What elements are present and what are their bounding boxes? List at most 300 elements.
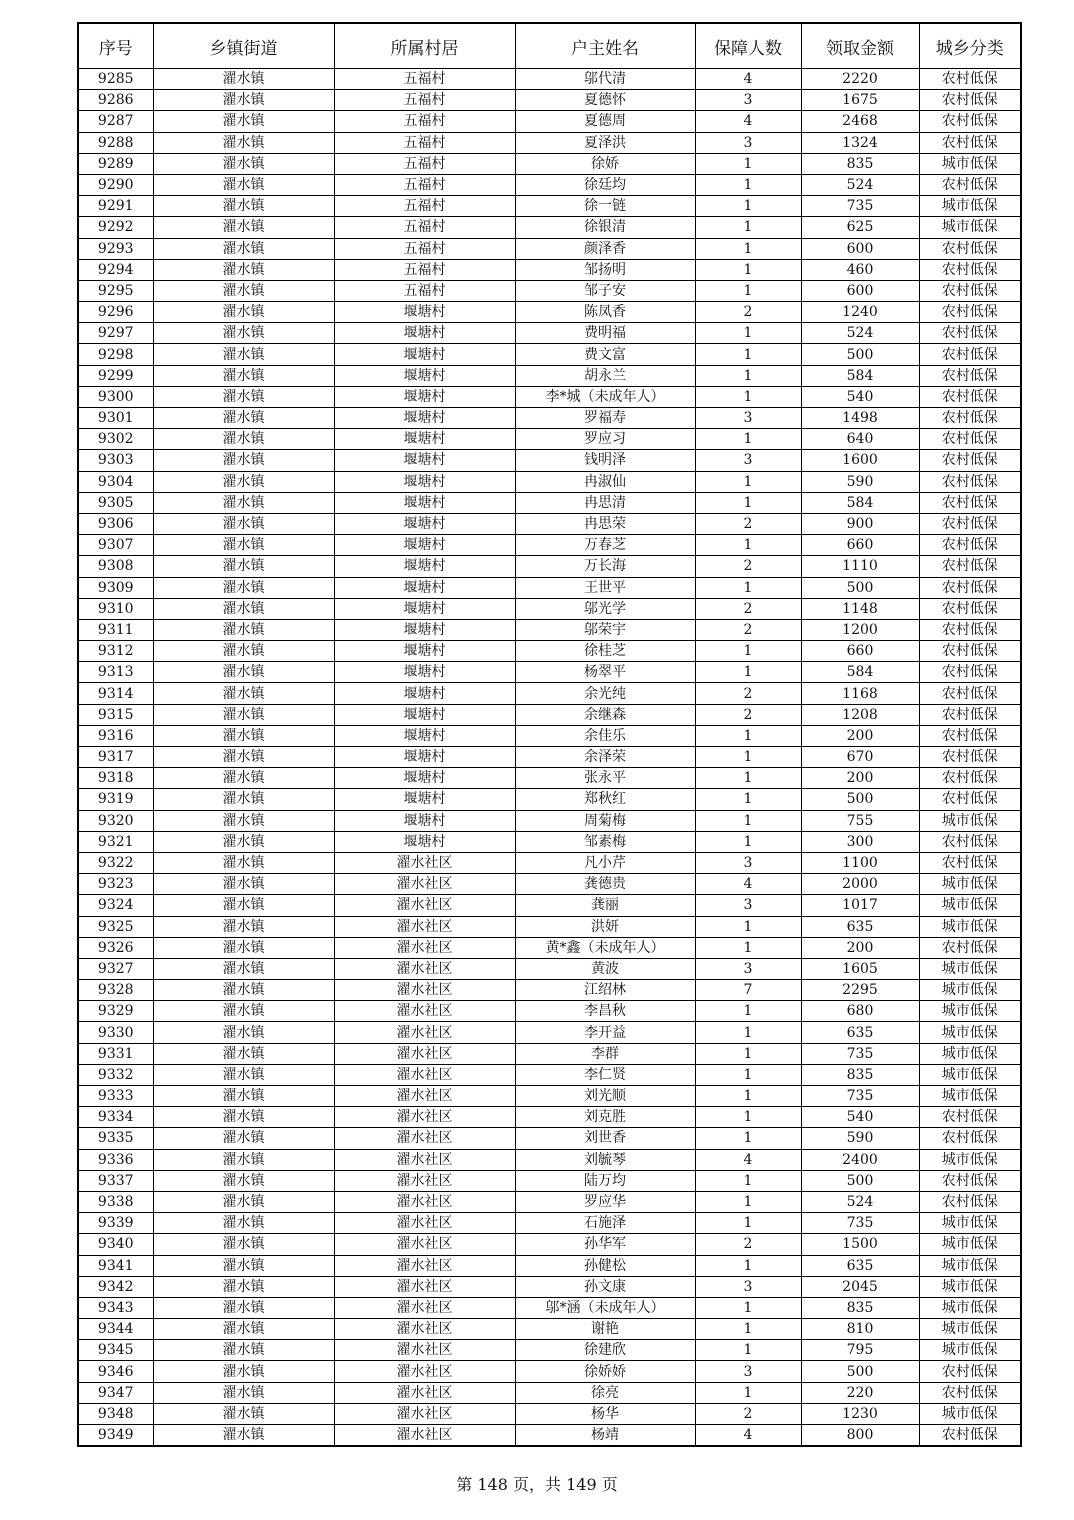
cell-householder-name: 凡小芹	[515, 852, 695, 873]
cell-village: 五福村	[334, 111, 515, 132]
cell-category: 城市低保	[919, 1403, 1021, 1424]
cell-covered-persons: 3	[695, 1276, 801, 1297]
cell-covered-persons: 2	[695, 513, 801, 534]
cell-householder-name: 杨华	[515, 1403, 695, 1424]
table-row	[78, 408, 1021, 429]
cell-village: 五福村	[334, 90, 515, 111]
cell-township: 濯水镇	[153, 429, 334, 450]
table-row	[78, 768, 1021, 789]
cell-category: 农村低保	[919, 90, 1021, 111]
table-row	[78, 153, 1021, 174]
cell-covered-persons: 2	[695, 556, 801, 577]
cell-category: 农村低保	[919, 852, 1021, 873]
cell-township: 濯水镇	[153, 1403, 334, 1424]
cell-householder-name: 邹素梅	[515, 831, 695, 852]
cell-township: 濯水镇	[153, 111, 334, 132]
cell-serial-number: 9315	[78, 704, 153, 725]
table-row	[78, 69, 1021, 90]
cell-covered-persons: 1	[695, 768, 801, 789]
table-row	[78, 1213, 1021, 1234]
cell-covered-persons: 1	[695, 323, 801, 344]
cell-serial-number: 9346	[78, 1361, 153, 1382]
cell-covered-persons: 1	[695, 662, 801, 683]
cell-amount: 660	[801, 535, 919, 556]
cell-township: 濯水镇	[153, 238, 334, 259]
cell-category: 城市低保	[919, 1213, 1021, 1234]
cell-covered-persons: 1	[695, 1086, 801, 1107]
table-row	[78, 747, 1021, 768]
cell-amount: 1208	[801, 704, 919, 725]
cell-householder-name: 杨翠平	[515, 662, 695, 683]
cell-township: 濯水镇	[153, 450, 334, 471]
cell-householder-name: 刘毓琴	[515, 1149, 695, 1170]
cell-serial-number: 9294	[78, 259, 153, 280]
cell-village: 濯水社区	[334, 1086, 515, 1107]
cell-category: 农村低保	[919, 619, 1021, 640]
cell-householder-name: 费明福	[515, 323, 695, 344]
table-row	[78, 810, 1021, 831]
cell-village: 濯水社区	[334, 1107, 515, 1128]
cell-village: 五福村	[334, 280, 515, 301]
cell-householder-name: 李*城（未成年人）	[515, 386, 695, 407]
cell-covered-persons: 2	[695, 598, 801, 619]
table-row	[78, 1361, 1021, 1382]
cell-covered-persons: 3	[695, 450, 801, 471]
cell-village: 堰塘村	[334, 831, 515, 852]
cell-village: 濯水社区	[334, 1297, 515, 1318]
cell-township: 濯水镇	[153, 174, 334, 195]
cell-householder-name: 李开益	[515, 1022, 695, 1043]
cell-village: 堰塘村	[334, 429, 515, 450]
cell-householder-name: 余佳乐	[515, 725, 695, 746]
table-row	[78, 344, 1021, 365]
cell-amount: 735	[801, 1213, 919, 1234]
cell-village: 堰塘村	[334, 662, 515, 683]
cell-village: 濯水社区	[334, 1064, 515, 1085]
cell-serial-number: 9340	[78, 1234, 153, 1255]
cell-serial-number: 9318	[78, 768, 153, 789]
cell-serial-number: 9285	[78, 69, 153, 90]
cell-village: 五福村	[334, 196, 515, 217]
cell-category: 农村低保	[919, 1170, 1021, 1191]
table-row	[78, 386, 1021, 407]
cell-category: 城市低保	[919, 1149, 1021, 1170]
cell-township: 濯水镇	[153, 852, 334, 873]
table-row	[78, 556, 1021, 577]
cell-covered-persons: 3	[695, 958, 801, 979]
cell-township: 濯水镇	[153, 641, 334, 662]
cell-serial-number: 9298	[78, 344, 153, 365]
cell-householder-name: 罗应习	[515, 429, 695, 450]
cell-serial-number: 9334	[78, 1107, 153, 1128]
cell-village: 五福村	[334, 153, 515, 174]
cell-householder-name: 余继森	[515, 704, 695, 725]
cell-amount: 300	[801, 831, 919, 852]
cell-village: 堰塘村	[334, 492, 515, 513]
cell-village: 堰塘村	[334, 386, 515, 407]
table-row	[78, 874, 1021, 895]
cell-category: 农村低保	[919, 69, 1021, 90]
cell-serial-number: 9321	[78, 831, 153, 852]
cell-category: 农村低保	[919, 1382, 1021, 1403]
cell-category: 农村低保	[919, 450, 1021, 471]
cell-township: 濯水镇	[153, 1382, 334, 1403]
table-row	[78, 725, 1021, 746]
cell-covered-persons: 7	[695, 980, 801, 1001]
cell-category: 农村低保	[919, 429, 1021, 450]
cell-householder-name: 江绍林	[515, 980, 695, 1001]
cell-category: 农村低保	[919, 725, 1021, 746]
table-row	[78, 1170, 1021, 1191]
cell-amount: 660	[801, 641, 919, 662]
cell-serial-number: 9344	[78, 1319, 153, 1340]
cell-township: 濯水镇	[153, 598, 334, 619]
cell-township: 濯水镇	[153, 577, 334, 598]
table-row	[78, 132, 1021, 153]
cell-village: 濯水社区	[334, 1276, 515, 1297]
cell-township: 濯水镇	[153, 344, 334, 365]
cell-householder-name: 周菊梅	[515, 810, 695, 831]
cell-householder-name: 冉思荣	[515, 513, 695, 534]
cell-householder-name: 夏泽洪	[515, 132, 695, 153]
cell-township: 濯水镇	[153, 619, 334, 640]
cell-category: 农村低保	[919, 386, 1021, 407]
cell-category: 农村低保	[919, 556, 1021, 577]
cell-householder-name: 夏德周	[515, 111, 695, 132]
cell-serial-number: 9320	[78, 810, 153, 831]
cell-amount: 584	[801, 492, 919, 513]
cell-category: 农村低保	[919, 302, 1021, 323]
cell-householder-name: 冉思清	[515, 492, 695, 513]
cell-amount: 1324	[801, 132, 919, 153]
cell-serial-number: 9293	[78, 238, 153, 259]
cell-amount: 1240	[801, 302, 919, 323]
cell-covered-persons: 1	[695, 196, 801, 217]
cell-amount: 2045	[801, 1276, 919, 1297]
cell-householder-name: 龚德贵	[515, 874, 695, 895]
table-row	[78, 90, 1021, 111]
cell-township: 濯水镇	[153, 937, 334, 958]
cell-amount: 1017	[801, 895, 919, 916]
table-row	[78, 916, 1021, 937]
cell-householder-name: 邬荣宇	[515, 619, 695, 640]
cell-category: 农村低保	[919, 535, 1021, 556]
cell-householder-name: 邹扬明	[515, 259, 695, 280]
cell-village: 堰塘村	[334, 641, 515, 662]
cell-covered-persons: 2	[695, 1403, 801, 1424]
cell-covered-persons: 3	[695, 90, 801, 111]
cell-township: 濯水镇	[153, 1043, 334, 1064]
table-row	[78, 789, 1021, 810]
cell-township: 濯水镇	[153, 259, 334, 280]
cell-serial-number: 9302	[78, 429, 153, 450]
cell-householder-name: 龚丽	[515, 895, 695, 916]
table-row	[78, 196, 1021, 217]
cell-township: 濯水镇	[153, 1425, 334, 1447]
cell-village: 五福村	[334, 69, 515, 90]
cell-householder-name: 徐廷均	[515, 174, 695, 195]
table-row	[78, 1107, 1021, 1128]
cell-householder-name: 徐亮	[515, 1382, 695, 1403]
cell-householder-name: 胡永兰	[515, 365, 695, 386]
cell-township: 濯水镇	[153, 704, 334, 725]
cell-householder-name: 刘世香	[515, 1128, 695, 1149]
table-row	[78, 174, 1021, 195]
cell-serial-number: 9305	[78, 492, 153, 513]
cell-township: 濯水镇	[153, 895, 334, 916]
cell-village: 濯水社区	[334, 1170, 515, 1191]
table-row	[78, 365, 1021, 386]
cell-serial-number: 9309	[78, 577, 153, 598]
cell-category: 农村低保	[919, 174, 1021, 195]
cell-category: 农村低保	[919, 768, 1021, 789]
cell-amount: 500	[801, 789, 919, 810]
cell-category: 农村低保	[919, 831, 1021, 852]
cell-category: 农村低保	[919, 365, 1021, 386]
cell-covered-persons: 1	[695, 174, 801, 195]
cell-category: 农村低保	[919, 1361, 1021, 1382]
header-village: 所属村居	[334, 23, 515, 69]
cell-householder-name: 万长海	[515, 556, 695, 577]
cell-covered-persons: 1	[695, 429, 801, 450]
cell-township: 濯水镇	[153, 1191, 334, 1212]
cell-village: 濯水社区	[334, 1361, 515, 1382]
cell-category: 城市低保	[919, 1276, 1021, 1297]
cell-covered-persons: 1	[695, 217, 801, 238]
cell-amount: 2000	[801, 874, 919, 895]
cell-township: 濯水镇	[153, 789, 334, 810]
cell-covered-persons: 1	[695, 344, 801, 365]
cell-category: 城市低保	[919, 958, 1021, 979]
cell-serial-number: 9338	[78, 1191, 153, 1212]
cell-category: 农村低保	[919, 111, 1021, 132]
table-row	[78, 1064, 1021, 1085]
cell-amount: 500	[801, 344, 919, 365]
cell-village: 濯水社区	[334, 1319, 515, 1340]
cell-serial-number: 9314	[78, 683, 153, 704]
cell-category: 城市低保	[919, 1234, 1021, 1255]
cell-township: 濯水镇	[153, 471, 334, 492]
cell-village: 堰塘村	[334, 789, 515, 810]
cell-township: 濯水镇	[153, 408, 334, 429]
cell-amount: 810	[801, 1319, 919, 1340]
cell-village: 五福村	[334, 217, 515, 238]
cell-category: 农村低保	[919, 577, 1021, 598]
cell-serial-number: 9347	[78, 1382, 153, 1403]
cell-householder-name: 李昌秋	[515, 1001, 695, 1022]
cell-householder-name: 孙文康	[515, 1276, 695, 1297]
cell-householder-name: 万春芝	[515, 535, 695, 556]
cell-township: 濯水镇	[153, 386, 334, 407]
cell-covered-persons: 4	[695, 1149, 801, 1170]
cell-village: 濯水社区	[334, 1213, 515, 1234]
cell-serial-number: 9292	[78, 217, 153, 238]
cell-village: 堰塘村	[334, 598, 515, 619]
cell-village: 堰塘村	[334, 365, 515, 386]
cell-township: 濯水镇	[153, 365, 334, 386]
table-row	[78, 1255, 1021, 1276]
cell-householder-name: 郑秋红	[515, 789, 695, 810]
cell-serial-number: 9339	[78, 1213, 153, 1234]
cell-village: 堰塘村	[334, 556, 515, 577]
cell-township: 濯水镇	[153, 1022, 334, 1043]
cell-category: 农村低保	[919, 132, 1021, 153]
table-row	[78, 598, 1021, 619]
cell-village: 濯水社区	[334, 958, 515, 979]
cell-village: 濯水社区	[334, 852, 515, 873]
cell-category: 城市低保	[919, 1043, 1021, 1064]
cell-township: 濯水镇	[153, 132, 334, 153]
cell-amount: 835	[801, 1064, 919, 1085]
cell-serial-number: 9326	[78, 937, 153, 958]
cell-township: 濯水镇	[153, 1086, 334, 1107]
cell-amount: 200	[801, 768, 919, 789]
table-row	[78, 450, 1021, 471]
cell-amount: 1168	[801, 683, 919, 704]
cell-covered-persons: 1	[695, 810, 801, 831]
cell-householder-name: 李群	[515, 1043, 695, 1064]
cell-amount: 1675	[801, 90, 919, 111]
cell-village: 濯水社区	[334, 1191, 515, 1212]
cell-amount: 835	[801, 153, 919, 174]
cell-serial-number: 9316	[78, 725, 153, 746]
table-row	[78, 1425, 1021, 1447]
cell-category: 城市低保	[919, 1340, 1021, 1361]
cell-township: 濯水镇	[153, 280, 334, 301]
cell-village: 堰塘村	[334, 768, 515, 789]
table-row	[78, 937, 1021, 958]
cell-covered-persons: 1	[695, 747, 801, 768]
cell-amount: 835	[801, 1297, 919, 1318]
cell-householder-name: 徐娇	[515, 153, 695, 174]
table-row	[78, 895, 1021, 916]
table-row	[78, 980, 1021, 1001]
cell-serial-number: 9335	[78, 1128, 153, 1149]
cell-householder-name: 邹子安	[515, 280, 695, 301]
cell-amount: 900	[801, 513, 919, 534]
cell-township: 濯水镇	[153, 556, 334, 577]
cell-village: 堰塘村	[334, 513, 515, 534]
cell-covered-persons: 3	[695, 408, 801, 429]
cell-serial-number: 9322	[78, 852, 153, 873]
cell-amount: 795	[801, 1340, 919, 1361]
cell-village: 濯水社区	[334, 874, 515, 895]
cell-serial-number: 9286	[78, 90, 153, 111]
cell-township: 濯水镇	[153, 302, 334, 323]
cell-category: 城市低保	[919, 874, 1021, 895]
cell-category: 农村低保	[919, 471, 1021, 492]
cell-covered-persons: 1	[695, 577, 801, 598]
cell-householder-name: 黄*鑫（未成年人）	[515, 937, 695, 958]
cell-amount: 635	[801, 916, 919, 937]
cell-serial-number: 9311	[78, 619, 153, 640]
cell-covered-persons: 1	[695, 535, 801, 556]
cell-village: 堰塘村	[334, 619, 515, 640]
cell-serial-number: 9348	[78, 1403, 153, 1424]
cell-category: 农村低保	[919, 280, 1021, 301]
cell-covered-persons: 4	[695, 111, 801, 132]
cell-householder-name: 余泽荣	[515, 747, 695, 768]
cell-category: 城市低保	[919, 980, 1021, 1001]
relief-recipient-table	[77, 22, 1022, 1447]
cell-category: 城市低保	[919, 1022, 1021, 1043]
cell-village: 堰塘村	[334, 683, 515, 704]
cell-amount: 584	[801, 662, 919, 683]
cell-householder-name: 徐娇娇	[515, 1361, 695, 1382]
header-urban-rural-category: 城乡分类	[919, 23, 1021, 69]
cell-township: 濯水镇	[153, 1319, 334, 1340]
cell-township: 濯水镇	[153, 513, 334, 534]
table-row	[78, 1234, 1021, 1255]
header-covered-persons: 保障人数	[695, 23, 801, 69]
cell-village: 堰塘村	[334, 408, 515, 429]
cell-township: 濯水镇	[153, 1107, 334, 1128]
cell-serial-number: 9336	[78, 1149, 153, 1170]
table-body	[78, 69, 1021, 1447]
cell-householder-name: 余光纯	[515, 683, 695, 704]
cell-village: 五福村	[334, 132, 515, 153]
cell-amount: 2400	[801, 1149, 919, 1170]
cell-serial-number: 9299	[78, 365, 153, 386]
cell-householder-name: 徐银清	[515, 217, 695, 238]
table-row	[78, 259, 1021, 280]
table-row	[78, 958, 1021, 979]
cell-township: 濯水镇	[153, 1128, 334, 1149]
cell-township: 濯水镇	[153, 323, 334, 344]
cell-covered-persons: 2	[695, 1234, 801, 1255]
cell-covered-persons: 1	[695, 471, 801, 492]
cell-householder-name: 费文富	[515, 344, 695, 365]
cell-category: 农村低保	[919, 598, 1021, 619]
table-row	[78, 619, 1021, 640]
cell-householder-name: 王世平	[515, 577, 695, 598]
cell-category: 农村低保	[919, 259, 1021, 280]
cell-serial-number: 9313	[78, 662, 153, 683]
cell-serial-number: 9333	[78, 1086, 153, 1107]
header-householder-name: 户主姓名	[515, 23, 695, 69]
cell-amount: 1600	[801, 450, 919, 471]
cell-householder-name: 罗应华	[515, 1191, 695, 1212]
cell-category: 农村低保	[919, 937, 1021, 958]
cell-covered-persons: 4	[695, 874, 801, 895]
cell-category: 农村低保	[919, 492, 1021, 513]
cell-householder-name: 刘光顺	[515, 1086, 695, 1107]
cell-township: 濯水镇	[153, 768, 334, 789]
cell-category: 农村低保	[919, 408, 1021, 429]
header-row	[78, 23, 1021, 69]
cell-serial-number: 9328	[78, 980, 153, 1001]
table-row	[78, 1297, 1021, 1318]
table-row	[78, 111, 1021, 132]
cell-village: 堰塘村	[334, 302, 515, 323]
cell-category: 城市低保	[919, 196, 1021, 217]
cell-serial-number: 9327	[78, 958, 153, 979]
page-footer: 第 148 页，共 149 页	[456, 1475, 618, 1494]
cell-householder-name: 徐桂芝	[515, 641, 695, 662]
cell-serial-number: 9290	[78, 174, 153, 195]
cell-category: 农村低保	[919, 704, 1021, 725]
cell-householder-name: 邬*涵（未成年人）	[515, 1297, 695, 1318]
cell-village: 濯水社区	[334, 1255, 515, 1276]
cell-covered-persons: 1	[695, 1213, 801, 1234]
cell-householder-name: 颜泽香	[515, 238, 695, 259]
cell-serial-number: 9300	[78, 386, 153, 407]
cell-category: 城市低保	[919, 1001, 1021, 1022]
cell-serial-number: 9306	[78, 513, 153, 534]
cell-householder-name: 孙健松	[515, 1255, 695, 1276]
table-row	[78, 1276, 1021, 1297]
cell-serial-number: 9319	[78, 789, 153, 810]
